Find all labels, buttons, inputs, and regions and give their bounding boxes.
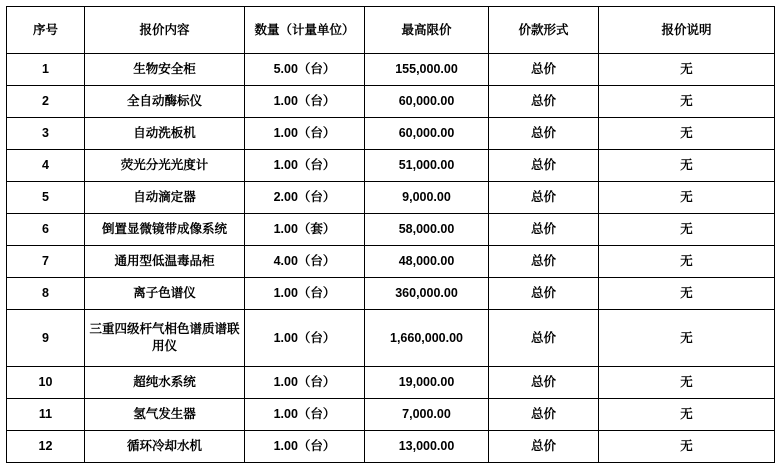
cell-quote-note: 无 — [599, 214, 775, 246]
table-row — [7, 367, 775, 399]
cell-index: 2 — [7, 86, 85, 118]
cell-quantity: 1.00（台） — [245, 431, 365, 463]
cell-max-price: 7,000.00 — [365, 399, 489, 431]
cell-price-form: 总价 — [489, 54, 599, 86]
cell-quantity: 1.00（台） — [245, 150, 365, 182]
cell-max-price: 60,000.00 — [365, 118, 489, 150]
table-row — [7, 150, 775, 182]
table-body — [7, 54, 775, 463]
cell-max-price: 155,000.00 — [365, 54, 489, 86]
column-header-quote-note: 报价说明 — [599, 7, 775, 54]
cell-index: 4 — [7, 150, 85, 182]
cell-quantity: 4.00（台） — [245, 246, 365, 278]
cell-index: 6 — [7, 214, 85, 246]
cell-index: 12 — [7, 431, 85, 463]
column-header-price-form: 价款形式 — [489, 7, 599, 54]
table-row — [7, 54, 775, 86]
cell-content: 荧光分光光度计 — [85, 150, 245, 182]
cell-quote-note: 无 — [599, 367, 775, 399]
cell-max-price: 58,000.00 — [365, 214, 489, 246]
cell-price-form: 总价 — [489, 431, 599, 463]
cell-quote-note: 无 — [599, 86, 775, 118]
table-row — [7, 86, 775, 118]
quote-table — [6, 6, 775, 463]
cell-content: 自动滴定器 — [85, 182, 245, 214]
cell-quote-note: 无 — [599, 54, 775, 86]
cell-content: 通用型低温毒品柜 — [85, 246, 245, 278]
cell-content: 倒置显微镜带成像系统 — [85, 214, 245, 246]
cell-quantity: 1.00（台） — [245, 118, 365, 150]
cell-quantity: 2.00（台） — [245, 182, 365, 214]
table-header — [7, 7, 775, 54]
cell-max-price: 1,660,000.00 — [365, 310, 489, 367]
table-row — [7, 214, 775, 246]
cell-index: 8 — [7, 278, 85, 310]
cell-price-form: 总价 — [489, 182, 599, 214]
table-row — [7, 278, 775, 310]
cell-quantity: 1.00（台） — [245, 278, 365, 310]
cell-quote-note: 无 — [599, 399, 775, 431]
cell-quantity: 5.00（台） — [245, 54, 365, 86]
column-header-content: 报价内容 — [85, 7, 245, 54]
cell-content: 全自动酶标仪 — [85, 86, 245, 118]
cell-quote-note: 无 — [599, 278, 775, 310]
cell-price-form: 总价 — [489, 278, 599, 310]
table-header-row — [7, 7, 775, 54]
table-row — [7, 310, 775, 367]
cell-price-form: 总价 — [489, 150, 599, 182]
column-header-quantity: 数量（计量单位） — [245, 7, 365, 54]
cell-content: 循环冷却水机 — [85, 431, 245, 463]
cell-price-form: 总价 — [489, 246, 599, 278]
cell-price-form: 总价 — [489, 399, 599, 431]
cell-max-price: 360,000.00 — [365, 278, 489, 310]
cell-index: 10 — [7, 367, 85, 399]
cell-content: 超纯水系统 — [85, 367, 245, 399]
cell-quantity: 1.00（台） — [245, 86, 365, 118]
cell-quote-note: 无 — [599, 182, 775, 214]
cell-content: 三重四级杆气相色谱质谱联用仪 — [85, 310, 245, 367]
cell-max-price: 13,000.00 — [365, 431, 489, 463]
cell-quantity: 1.00（台） — [245, 367, 365, 399]
cell-price-form: 总价 — [489, 214, 599, 246]
cell-price-form: 总价 — [489, 118, 599, 150]
cell-quote-note: 无 — [599, 118, 775, 150]
cell-price-form: 总价 — [489, 310, 599, 367]
cell-max-price: 48,000.00 — [365, 246, 489, 278]
cell-quantity: 1.00（台） — [245, 399, 365, 431]
cell-price-form: 总价 — [489, 367, 599, 399]
table-row — [7, 431, 775, 463]
cell-index: 11 — [7, 399, 85, 431]
cell-max-price: 60,000.00 — [365, 86, 489, 118]
cell-price-form: 总价 — [489, 86, 599, 118]
cell-max-price: 51,000.00 — [365, 150, 489, 182]
cell-index: 7 — [7, 246, 85, 278]
cell-max-price: 9,000.00 — [365, 182, 489, 214]
cell-quote-note: 无 — [599, 431, 775, 463]
column-header-index: 序号 — [7, 7, 85, 54]
cell-index: 5 — [7, 182, 85, 214]
table-row — [7, 246, 775, 278]
cell-quantity: 1.00（台） — [245, 310, 365, 367]
cell-content: 离子色谱仪 — [85, 278, 245, 310]
cell-index: 3 — [7, 118, 85, 150]
table-row — [7, 399, 775, 431]
cell-quote-note: 无 — [599, 246, 775, 278]
cell-index: 1 — [7, 54, 85, 86]
column-header-max-price: 最高限价 — [365, 7, 489, 54]
table-row — [7, 182, 775, 214]
table-row — [7, 118, 775, 150]
cell-content: 自动洗板机 — [85, 118, 245, 150]
cell-content: 生物安全柜 — [85, 54, 245, 86]
cell-quote-note: 无 — [599, 150, 775, 182]
cell-quote-note: 无 — [599, 310, 775, 367]
cell-index: 9 — [7, 310, 85, 367]
cell-content: 氢气发生器 — [85, 399, 245, 431]
cell-quantity: 1.00（套） — [245, 214, 365, 246]
cell-max-price: 19,000.00 — [365, 367, 489, 399]
